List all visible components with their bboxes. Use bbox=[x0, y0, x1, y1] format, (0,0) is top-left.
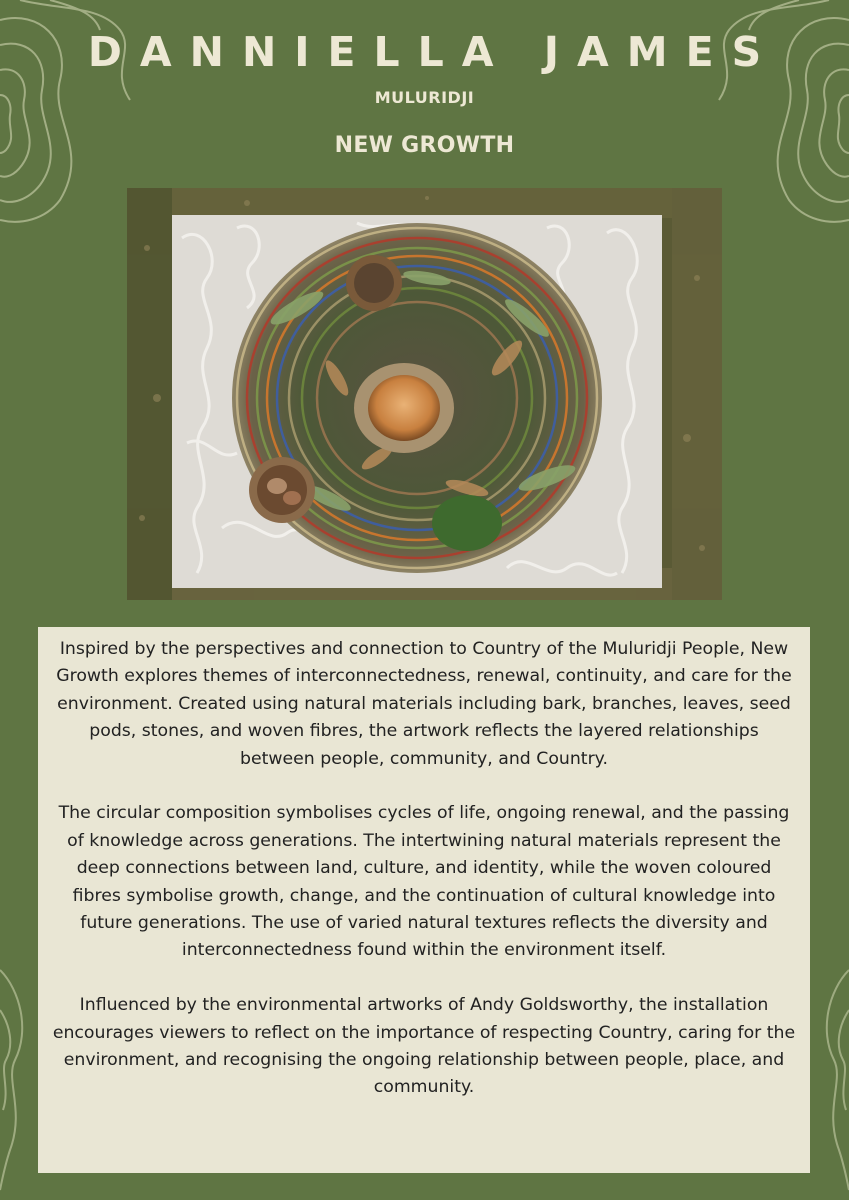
artwork-photo bbox=[127, 188, 722, 600]
description-paragraph-2: The circular composition symbolises cycles of life, ongoing renewal, and the passing of knowledge across generations. The intertwining natural materials represent the deep connections between land, culture, and identity, while the woven coloured fibres symbolise growth, change, and the continuation of cultural knowledge into future generations. The use of varied natural textures reflects the diversity and interconnectedness found within the environment itself. bbox=[58, 803, 790, 961]
description-paragraph-1: Inspired by the perspectives and connection to Country of the Muluridji People, New Growth explores themes of interconnectedness, renewal, continuity, and care for the environment. Created using natural materials including bark, branches, leaves, seed pods, stones, and woven fibres, the artwork reflects the layered relationships between people, community, and Country. bbox=[56, 639, 792, 769]
artist-nation: MULURIDJI bbox=[374, 88, 475, 107]
contour-decoration-bottom-right bbox=[809, 950, 849, 1200]
description-panel bbox=[38, 627, 810, 1173]
artist-name: DANNIELLA JAMES bbox=[87, 28, 780, 76]
artwork-title: NEW GROWTH bbox=[334, 133, 515, 158]
contour-decoration-bottom-left bbox=[0, 950, 40, 1200]
description-paragraph-3: Influenced by the environmental artworks of Andy Goldsworthy, the installation encourages viewers to reflect on the importance of respecting Country, caring for the environment, and recognising the ongoing relationship between people, place, and community. bbox=[52, 995, 796, 1098]
